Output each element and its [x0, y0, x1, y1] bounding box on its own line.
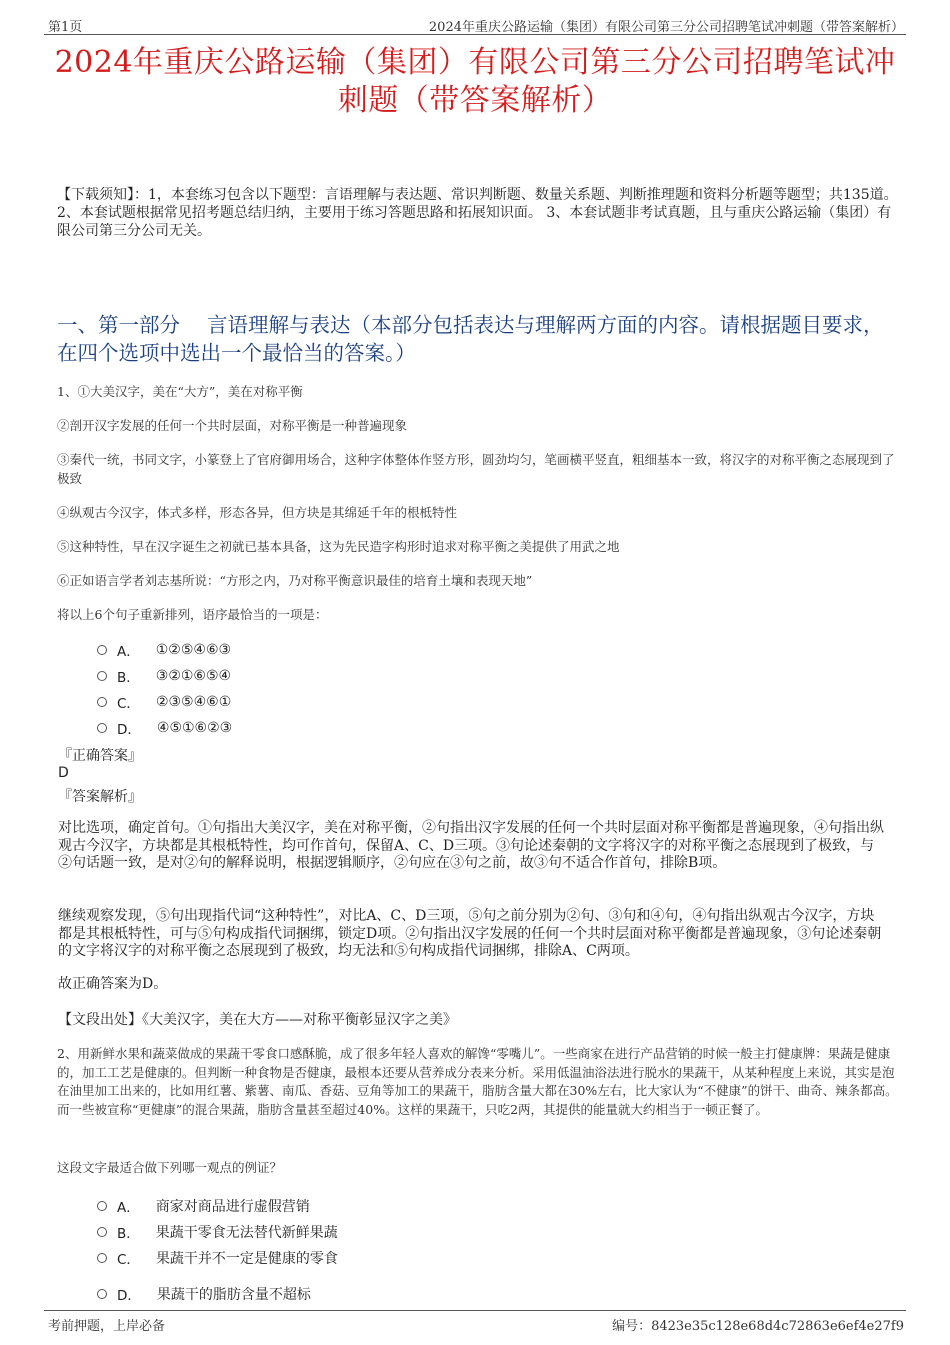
q1-option-d[interactable]	[97, 718, 232, 738]
q1-instruction: 将以上6个句子重新排列，语序最恰当的一项是：	[57, 607, 328, 622]
option-text: 果蔬干并不一定是健康的零食	[155, 1251, 338, 1267]
q2-option-d[interactable]	[97, 1284, 311, 1304]
footer-document-id: 编号：8423e35c128e68d4c72863e6ef4e27f9	[612, 1319, 904, 1334]
header-divider	[44, 34, 906, 35]
option-text: ②③⑤④⑥①	[155, 694, 232, 710]
option-text: ④⑤①⑥②③	[156, 720, 233, 736]
analysis-conclusion: 故正确答案为D。	[58, 976, 168, 992]
option-letter: A．	[117, 1200, 140, 1216]
header-doc-title: 2024年重庆公路运输（集团）有限公司第三分公司招聘笔试冲刺题（带答案解析）	[428, 20, 904, 35]
download-notice: 【下载须知】：1，本套练习包含以下题型：言语理解与表达题、常识判断题、数量关系题、判断推理题和资料分析题等题型；共135道。 2、本套试题根据常见招考题总结归纳，主要用于练习答题思路和拓展知识面。 3、本套试题非考试真题，且与重庆公路运输（集团）有限公司第三分公司无关。	[57, 187, 898, 239]
section-title: 一、第一部分 言语理解与表达（本部分包括表达与理解两方面的内容。请根据题目要求，在四个选项中选出一个最恰当的答案。）	[57, 313, 884, 365]
q2-option-a[interactable]	[97, 1196, 310, 1216]
option-letter: C．	[117, 696, 140, 712]
answer-value: D	[58, 765, 69, 781]
radio-icon[interactable]	[97, 1201, 107, 1211]
q1-sentence-5: ⑤这种特性，早在汉字诞生之初就已基本具备，这为先民造字构形时追求对称平衡之美提供了用武之地	[57, 539, 620, 554]
q1-sentence-6: ⑥正如语言学者刘志基所说：“方形之内，乃对称平衡意识最佳的培育土壤和表现天地”	[57, 573, 533, 588]
option-letter: D．	[117, 722, 141, 738]
option-text: 商家对商品进行虚假营销	[155, 1199, 310, 1215]
q1-sentence-1: 1、①大美汉字，美在“大方”，美在对称平衡	[57, 384, 303, 399]
page-title: 2024年重庆公路运输（集团）有限公司第三分公司招聘笔试冲刺题（带答案解析）	[54, 45, 896, 118]
radio-icon[interactable]	[97, 697, 107, 707]
option-text: 果蔬干的脂肪含量不超标	[156, 1287, 311, 1303]
option-letter: B．	[117, 670, 140, 686]
radio-icon[interactable]	[97, 1253, 107, 1263]
q1-sentence-2: ②剖开汉字发展的任何一个共时层面，对称平衡是一种普遍现象	[57, 418, 408, 433]
option-letter: B．	[117, 1226, 140, 1242]
answer-label: 『正确答案』	[58, 748, 142, 764]
header-page-number: 第1页	[48, 20, 83, 35]
option-letter: D．	[117, 1288, 141, 1304]
q2-option-c[interactable]	[97, 1248, 338, 1268]
q2-stem: 2、用新鲜水果和蔬菜做成的果蔬干零食口感酥脆，成了很多年轻人喜欢的解馋“零嘴儿”。一些商家在进行产品营销的时候一般主打健康牌：果蔬是健康的，加工工艺是健康的。但判断一种食物是否健康，最根本还要从营养成分表来分析。采用低温油浴法进行脱水的果蔬干，从某种程度上来说，其实是泡在油里加工出来的，比如用红薯、紫薯、南瓜、香菇、豆角等加工的果蔬干，脂肪含量大都在30%左右，比大家认为“不健康”的饼干、曲奇、辣条都高。而一些被宣称“更健康”的混合果蔬，脂肪含量甚至超过40%。这样的果蔬干，只吃2两，其提供的能量就大约相当于一顿正餐了。	[57, 1046, 898, 1117]
radio-icon[interactable]	[97, 671, 107, 681]
option-letter: A．	[117, 644, 140, 660]
option-text: ①②⑤④⑥③	[155, 642, 232, 658]
q1-option-c[interactable]	[97, 692, 231, 712]
footer-divider	[44, 1310, 906, 1311]
analysis-paragraph-1: 对比选项，确定首句。①句指出大美汉字，美在对称平衡，②句指出汉字发展的任何一个共时层面对称平衡都是普遍现象，④句指出纵观古今汉字，方块都是其根柢特性，均可作首句，保留A、C、D三项。③句论述秦朝的文字将汉字的对称平衡之态展现到了极致，与②句话题一致，是对②句的解释说明，根据逻辑顺序，②句应在③句之前，故③句不适合作首句，排除B项。	[58, 820, 884, 871]
source-citation: 【文段出处】《大美汉字，美在大方——对称平衡彰显汉字之美》	[58, 1012, 457, 1028]
q2-question: 这段文字最适合做下列哪一观点的例证？	[57, 1160, 283, 1175]
q2-option-b[interactable]	[97, 1222, 338, 1242]
q1-option-a[interactable]	[97, 640, 231, 660]
radio-icon[interactable]	[97, 645, 107, 655]
radio-icon[interactable]	[97, 1289, 107, 1299]
q1-sentence-4: ④纵观古今汉字，体式多样，形态各异，但方块是其绵延千年的根柢特性	[57, 505, 458, 520]
q1-option-b[interactable]	[97, 666, 231, 686]
option-text: 果蔬干零食无法替代新鲜果蔬	[155, 1225, 338, 1241]
option-letter: C．	[117, 1252, 140, 1268]
radio-icon[interactable]	[97, 1227, 107, 1237]
radio-icon[interactable]	[97, 723, 107, 733]
analysis-label: 『答案解析』	[58, 789, 142, 805]
footer-slogan: 考前押题，上岸必备	[48, 1319, 166, 1334]
q1-sentence-3: ③秦代一统，书同文字，小篆登上了官府御用场合，这种字体整体作竖方形，圆劲均匀，笔画横平竖直，粗细基本一致，将汉字的对称平衡之态展现到了极致	[57, 452, 895, 486]
analysis-paragraph-2: 继续观察发现，⑤句出现指代词“这种特性”，对比A、C、D三项，⑤句之前分别为②句、③句和④句，④句指出纵观古今汉字，方块都是其根柢特性，可与⑤句构成指代词捆绑，锁定D项。②句指出汉字发展的任何一个共时层面对称平衡都是普遍现象，③句论述秦朝的文字将汉字的对称平衡之态展现到了极致，均无法和⑤句构成指代词捆绑，排除A、C两项。	[58, 908, 882, 959]
option-text: ③②①⑥⑤④	[155, 668, 232, 684]
